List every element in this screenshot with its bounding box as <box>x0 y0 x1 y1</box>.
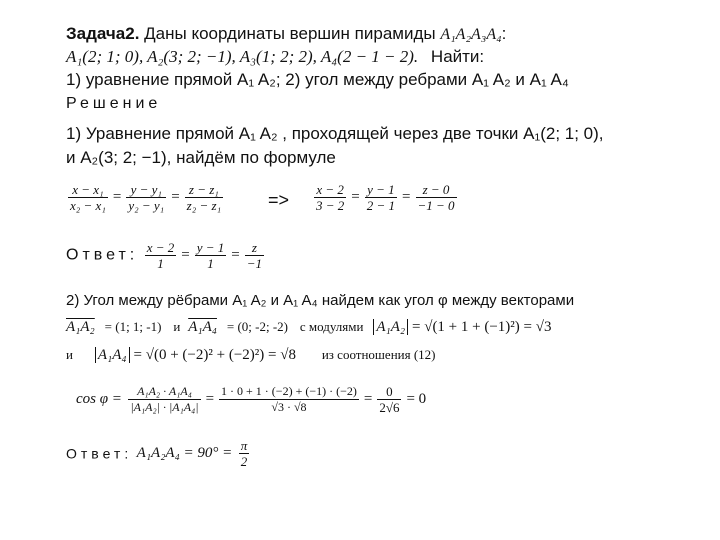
vector-a1a4: A₁A₄ <box>188 319 217 335</box>
line-formula-general: $\frac{\text{x − x₁}}{\text{x₂ − x₁}}$ = $\frac{\text{y − y₁}}{\text{y₂ − y₁}}$ = $\frac{\text{z − z₁}}{\text{z₂ − z₁}}$ <box>70 182 222 213</box>
answer1: Ответ: $\frac{x - 2}{1}$ = $\frac{y - 1}{1}$ = $\frac{z}{-1}$ <box>66 240 262 271</box>
points-line <box>66 47 484 67</box>
solution-header: Решение <box>66 95 162 112</box>
modulus-a1a4: A₁A₄ <box>95 347 130 363</box>
part2-line1: 2) Угол между рёбрами A₁ A₂ и A₁ A₄ найдем как угол φ между векторами <box>66 292 575 309</box>
points-coords: A₁(2; 1; 0), A₂(3; 2; −1), A₃(1; 2; 2), A₄(2 − 1 − 2). <box>66 47 419 66</box>
problem-text: Даны координаты вершин пирамиды <box>139 24 441 43</box>
part1-line1: 1) Уравнение прямой A₁ A₂ , проходящей через две точки A₁(2; 1; 0), <box>66 124 604 143</box>
problem-title: Задача2. Даны координаты вершин пирамиды A₁A₂A₃A₄: <box>66 24 507 43</box>
vectors-line: A₁A₂ = (1; 1; -1) и A₁A₄ = (0; -2; -2) с модулями A₁A₂ = √(1 + 1 + (−1)²) = √3 <box>66 319 552 335</box>
pyramid-vertices: A₁A₂A₃A₄ <box>440 26 502 43</box>
modulus-line: и A₁A₄ = √(0 + (−2)² + (−2)²) = √8 из соотношения (12) <box>66 347 436 363</box>
find-label: Найти: <box>430 47 485 66</box>
task-text: 1) уравнение прямой A₁ A₂; 2) угол между ребрами A₁ A₂ и A₁ A₄ <box>66 70 569 89</box>
vector-a1a2: A₁A₂ <box>66 319 95 335</box>
problem-label: Задача2. <box>66 24 140 43</box>
modulus-a1a2: A₁A₂ <box>373 319 408 335</box>
answer2-label: Ответ: <box>66 445 133 462</box>
answer1-label: Ответ: <box>66 246 139 264</box>
part1-line2: и A₂(3; 2; −1), найдём по формуле <box>66 148 336 167</box>
angle-value: A₁A₂A₄ = 90° = <box>136 445 233 461</box>
cos-label: cos φ = <box>76 391 122 407</box>
cos-formula: cos φ = $\frac{\text{A₁A₂ · A₁A₄}}{\text{|A₁A₂| · |A₁A₄|}}$ = $\frac{1 \cdot 0 + 1 \cdot (-2) + (-1) \cdot (-2)}{√3 \cdot √8}$ = $\frac{0}{2√6}$ = 0 <box>76 384 427 415</box>
line-formula-specific: $\frac{x - 2}{3 - 2}$ = $\frac{y - 1}{2 - 1}$ = $\frac{z - 0}{-1 - 0}$ <box>316 182 455 213</box>
relation-text: из соотношения (12) <box>321 347 436 362</box>
implies-arrow: => <box>268 190 290 210</box>
answer2: Ответ: A₁A₂A₄ = 90° = $\frac{\pi}{2}$ <box>66 438 248 469</box>
